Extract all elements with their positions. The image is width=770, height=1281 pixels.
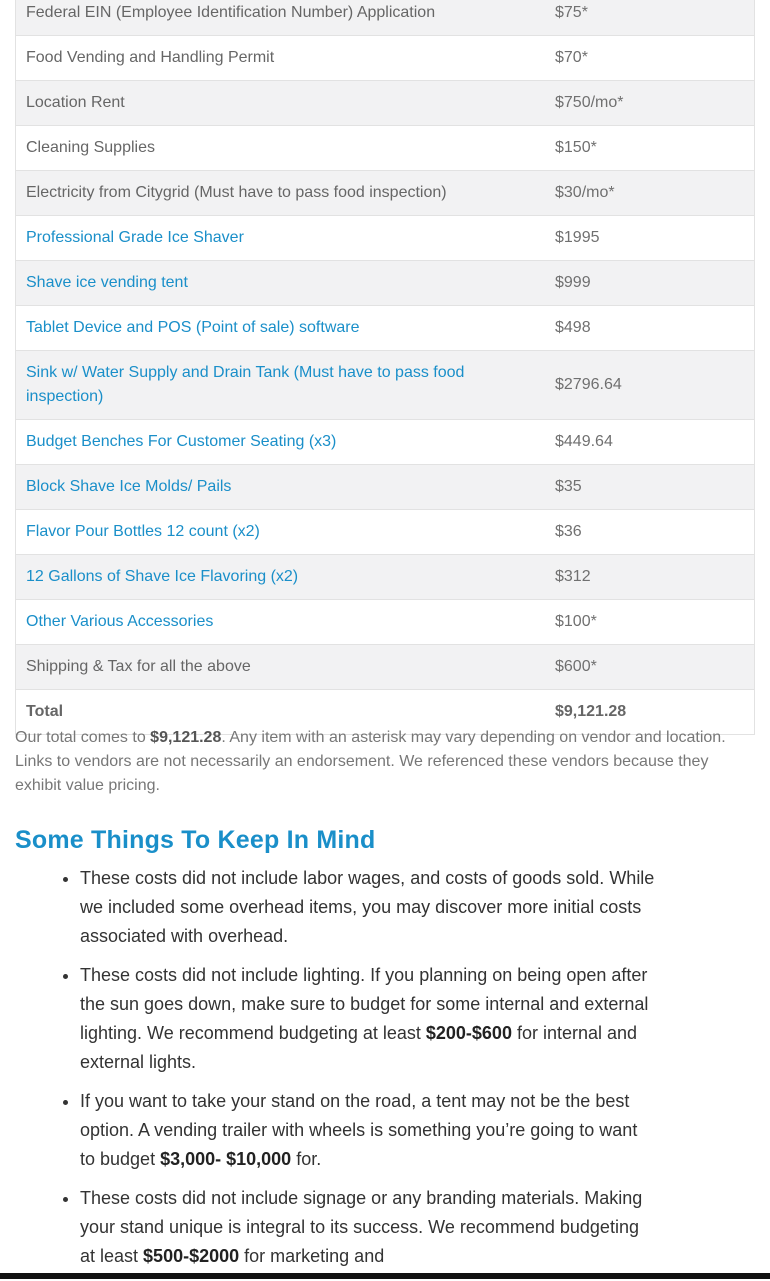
tip-text: If you want to take your stand on the road, a tent may not be the best option. A vending trailer with wheels is something you’re going to want to budget [80,1091,638,1169]
item-label: Cleaning Supplies [26,139,155,156]
item-label: Shipping & Tax for all the above [26,658,251,675]
list-item [80,1087,655,1174]
table-row [16,420,754,465]
price-cell: $100* [545,600,754,645]
tips-list [80,864,655,1281]
summary-amount: $9,121.28 [150,729,222,746]
item-cell [16,36,545,81]
table-row [16,216,754,261]
tip-amount: $3,000- $10,000 [160,1149,292,1169]
item-label: Food Vending and Handling Permit [26,49,275,66]
price-cell: $35 [545,465,754,510]
price-cell: $70* [545,36,754,81]
vendor-link[interactable]: Other Various Accessories [26,613,214,630]
item-cell [16,465,545,510]
summary-prefix: Our total comes to [15,729,151,746]
vendor-link[interactable]: 12 Gallons of Shave Ice Flavoring (x2) [26,568,299,585]
table-row [16,465,754,510]
table-row [16,36,754,81]
vendor-link[interactable]: Budget Benches For Customer Seating (x3) [26,433,337,450]
item-cell [16,216,545,261]
item-cell [16,555,545,600]
item-cell [16,171,545,216]
list-item [80,961,655,1077]
vendor-link[interactable]: Professional Grade Ice Shaver [26,229,244,246]
price-cell: $750/mo* [545,81,754,126]
list-item [80,864,655,951]
table-row [16,645,754,690]
tip-text-end: for. [291,1149,322,1169]
vendor-link[interactable]: Sink w/ Water Supply and Drain Tank (Must have to pass food inspection) [26,364,465,405]
table-row [16,0,754,36]
item-cell [16,510,545,555]
item-label: Location Rent [26,94,125,111]
total-value: $9,121.28 [545,690,754,735]
price-cell: $150* [545,126,754,171]
cost-summary [15,726,745,798]
section-heading: Some Things To Keep In Mind [15,826,376,854]
tip-amount: $500-$2000 [143,1246,240,1266]
cost-table-container [15,0,755,735]
table-row [16,351,754,420]
item-cell [16,351,545,420]
item-label: Federal EIN (Employee Identification Number) Application [26,4,436,21]
startup-cost-table [16,0,754,734]
item-cell [16,420,545,465]
tip-text: These costs did not include labor wages, and costs of goods sold. While we included some overhead items, you may discover more initial costs associated with overhead. [80,868,655,946]
table-row [16,306,754,351]
item-cell [16,126,545,171]
item-cell [16,261,545,306]
tip-text: These costs did not include lighting. If you planning on being open after the sun goes down, make sure to budget for some internal and external lighting. We recommend budgeting at least [80,965,649,1043]
table-row [16,81,754,126]
vendor-link[interactable]: Shave ice vending tent [26,274,188,291]
table-row [16,171,754,216]
table-row [16,261,754,306]
table-row [16,555,754,600]
item-cell [16,81,545,126]
summary-suffix: . Any item with an asterisk may vary depending on vendor and location. Links to vendors are not necessarily an endorsement. We referenced these vendors because they exhibit value pricing. [15,729,726,794]
bottom-edge-bar [0,1273,770,1279]
vendor-link[interactable]: Flavor Pour Bottles 12 count (x2) [26,523,260,540]
table-row [16,126,754,171]
price-cell: $1995 [545,216,754,261]
table-row [16,510,754,555]
tip-text: These costs did not include signage or any branding materials. Making your stand unique is integral to its success. We recommend budgeting at least [80,1188,643,1266]
tip-text-end: for internal and external lights. [80,1023,638,1072]
total-label: Total [16,690,545,735]
item-cell [16,0,545,36]
price-cell: $999 [545,261,754,306]
vendor-link[interactable]: Block Shave Ice Molds/ Pails [26,478,232,495]
price-cell: $312 [545,555,754,600]
price-cell: $75* [545,0,754,36]
vendor-link[interactable]: Tablet Device and POS (Point of sale) software [26,319,360,336]
item-cell [16,600,545,645]
cost-table-body [16,0,754,734]
price-cell: $449.64 [545,420,754,465]
item-label: Electricity from Citygrid (Must have to pass food inspection) [26,184,447,201]
tip-text-end: for marketing and [239,1246,385,1266]
price-cell: $600* [545,645,754,690]
price-cell: $30/mo* [545,171,754,216]
price-cell: $498 [545,306,754,351]
table-row [16,600,754,645]
tip-amount: $200-$600 [425,1023,512,1043]
price-cell: $2796.64 [545,351,754,420]
item-cell [16,645,545,690]
item-cell [16,306,545,351]
list-item [80,1184,655,1271]
price-cell: $36 [545,510,754,555]
